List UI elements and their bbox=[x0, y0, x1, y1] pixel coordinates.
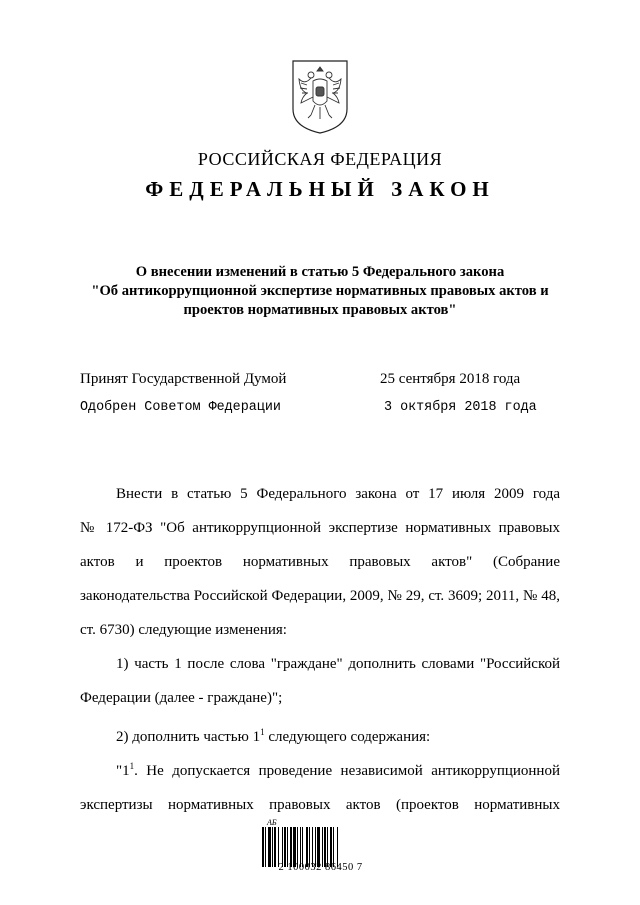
law-title-line: проектов нормативных правовых актов" bbox=[183, 302, 457, 318]
law-type-heading: ФЕДЕРАЛЬНЫЙ ЗАКОН bbox=[145, 177, 495, 201]
barcode-tag: АБ bbox=[267, 818, 277, 827]
council-approval-date: 3 октября 2018 года bbox=[384, 400, 537, 415]
paragraph-line: Федерации (далее - граждане)"; bbox=[80, 690, 283, 706]
body-paragraph bbox=[80, 749, 560, 822]
paragraph-line: Внести в статью 5 Федерального закона от 17 июля 2009 года bbox=[116, 486, 560, 502]
duma-adoption-date: 25 сентября 2018 года bbox=[380, 371, 521, 387]
paragraph-line: экспертизы нормативных правовых актов (проектов нормативных bbox=[80, 797, 560, 813]
body-paragraph bbox=[80, 647, 560, 715]
law-title-line: "Об антикоррупционной экспертизе нормативных правовых актов и bbox=[91, 283, 549, 299]
paragraph-line: ст. 6730) следующие изменения: bbox=[80, 622, 287, 638]
paragraph-line: актов и проектов нормативных правовых актов" (Собрание bbox=[80, 554, 560, 570]
paragraph-line: № 172-ФЗ "Об антикоррупционной экспертизе нормативных правовых bbox=[80, 520, 560, 536]
paragraph-line: 1) часть 1 после слова "граждане" дополнить словами "Российской bbox=[116, 656, 560, 672]
paragraph-line: "$1^1$. Не допускается проведение независимой антикоррупционной bbox=[116, 761, 560, 779]
duma-adoption-label: Принят Государственной Думой bbox=[80, 371, 287, 387]
law-title-line: О внесении изменений в статью 5 Федерального закона bbox=[135, 264, 505, 280]
barcode-number: 2 100032 86450 7 bbox=[278, 862, 363, 873]
russian-coat-of-arms-icon bbox=[291, 57, 349, 135]
body-paragraph bbox=[80, 477, 560, 647]
paragraph-line: 2) дополнить частью $1^1$ следующего содержания: bbox=[116, 727, 431, 745]
council-approval-label: Одобрен Советом Федерации bbox=[80, 400, 281, 415]
country-name: РОССИЙСКАЯ ФЕДЕРАЦИЯ bbox=[197, 149, 443, 169]
law-title bbox=[60, 263, 580, 320]
paragraph-line: законодательства Российской Федерации, 2009, № 29, ст. 3609; 2011, № 48, bbox=[80, 588, 560, 604]
